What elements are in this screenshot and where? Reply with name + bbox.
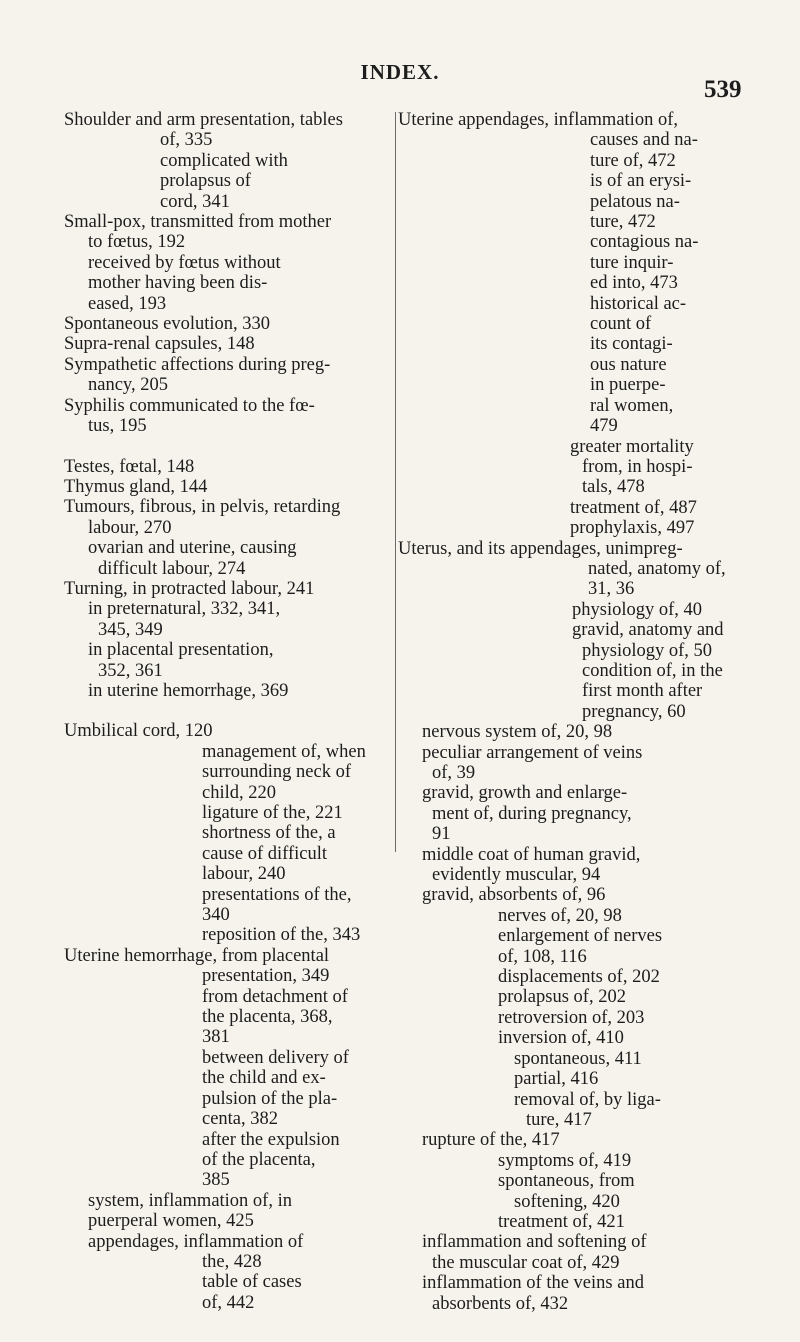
index-subentry: gravid, growth and enlarge- — [422, 783, 628, 804]
index-column-left — [64, 110, 402, 1313]
index-entry-group — [64, 721, 402, 1313]
index-subentry: nerves of, 20, 98 — [498, 905, 622, 926]
index-subentry: complicated with — [160, 150, 288, 171]
index-entry-heading: Syphilis communicated to the fœ- — [64, 395, 315, 416]
index-subentry: cause of difficult — [202, 843, 328, 864]
index-subentry: 345, 349 — [98, 619, 163, 640]
index-subentry: 352, 361 — [98, 660, 163, 681]
index-subentry: table of cases — [202, 1272, 302, 1293]
index-subentry: the, 428 — [202, 1251, 262, 1272]
index-subentry: ture inquir- — [590, 252, 674, 273]
index-entry-heading: Uterine appendages, inflammation of, — [398, 110, 678, 130]
index-subentry: presentations of the, — [202, 884, 352, 905]
index-subentry: peculiar arrangement of veins — [422, 742, 643, 763]
index-subentry: spontaneous, from — [498, 1171, 635, 1192]
index-entry-heading: Umbilical cord, 120 — [64, 721, 213, 742]
index-subentry: 31, 36 — [588, 579, 635, 600]
index-subentry: in preternatural, 332, 341, — [88, 599, 281, 620]
index-subentry: tus, 195 — [88, 416, 147, 437]
index-subentry: ed into, 473 — [590, 273, 678, 294]
index-subentry: ture, 417 — [526, 1109, 592, 1130]
index-subentry: spontaneous, 411 — [514, 1048, 642, 1069]
running-head: INDEX. — [360, 60, 440, 84]
index-subentry: gravid, anatomy and — [572, 620, 724, 641]
index-subentry: inflammation and softening of — [422, 1232, 647, 1253]
index-subentry: of the placenta, — [202, 1149, 316, 1170]
index-entry-heading: Thymus gland, 144 — [64, 476, 208, 497]
index-subentry: ture, 472 — [590, 212, 656, 233]
index-subentry: its contagi- — [590, 334, 673, 355]
index-subentry: displacements of, 202 — [498, 967, 660, 988]
index-subentry: physiology of, 40 — [572, 599, 703, 620]
index-entry-heading: Tumours, fibrous, in pelvis, retarding — [64, 497, 341, 518]
index-subentry: historical ac- — [590, 293, 687, 314]
index-subentry: softening, 420 — [514, 1191, 620, 1212]
index-subentry: of, 335 — [160, 130, 213, 151]
index-column-right — [398, 110, 740, 1314]
index-subentry: received by fœtus without — [88, 252, 281, 273]
index-subentry: mother having been dis- — [88, 273, 268, 294]
index-subentry: in uterine hemorrhage, 369 — [88, 680, 289, 701]
index-subentry: absorbents of, 432 — [432, 1293, 569, 1314]
index-subentry: 340 — [202, 905, 230, 926]
index-subentry: presentation, 349 — [202, 966, 330, 987]
index-entry-heading: Spontaneous evolution, 330 — [64, 314, 271, 335]
index-subentry: labour, 270 — [88, 517, 172, 538]
index-subentry: greater mortality — [570, 436, 694, 457]
index-subentry: symptoms of, 419 — [498, 1150, 632, 1171]
index-subentry: surrounding neck of — [202, 762, 351, 783]
index-subentry: difficult labour, 274 — [98, 558, 246, 579]
index-subentry: the muscular coat of, 429 — [432, 1252, 620, 1273]
index-subentry: middle coat of human gravid, — [422, 844, 641, 865]
index-subentry: 479 — [590, 416, 618, 437]
index-subentry: puerperal women, 425 — [88, 1211, 254, 1232]
index-subentry: evidently muscular, 94 — [432, 865, 601, 886]
index-subentry: 91 — [432, 824, 451, 845]
index-subentry: ous nature — [590, 354, 667, 375]
index-subentry: tals, 478 — [582, 477, 645, 498]
index-subentry: nancy, 205 — [88, 375, 168, 396]
index-subentry: pregnancy, 60 — [582, 701, 686, 722]
index-entry-heading: Testes, fœtal, 148 — [64, 456, 195, 477]
index-subentry: from, in hospi- — [582, 456, 693, 477]
index-subentry: the placenta, 368, — [202, 1007, 333, 1028]
page-number: 539 — [704, 76, 742, 103]
index-subentry: of, 442 — [202, 1292, 255, 1313]
index-subentry: retroversion of, 203 — [498, 1007, 645, 1028]
index-subentry: condition of, in the — [582, 660, 723, 681]
index-subentry: from detachment of — [202, 986, 348, 1007]
index-subentry: inversion of, 410 — [498, 1028, 624, 1049]
index-subentry: centa, 382 — [202, 1109, 279, 1130]
index-entry-heading: Turning, in protracted labour, 241 — [64, 578, 315, 599]
index-subentry: after the expulsion — [202, 1129, 340, 1150]
index-subentry: the child and ex- — [202, 1068, 326, 1089]
index-subentry: gravid, absorbents of, 96 — [422, 885, 606, 906]
index-subentry: appendages, inflammation of — [88, 1231, 304, 1252]
index-subentry: system, inflammation of, in — [88, 1190, 292, 1211]
index-subentry: ment of, during pregnancy, — [432, 803, 632, 824]
index-entry-heading: Uterus, and its appendages, unimpreg- — [398, 538, 683, 559]
index-subentry: rupture of the, 417 — [422, 1130, 560, 1151]
index-subentry: ture of, 472 — [590, 150, 676, 171]
index-subentry: between delivery of — [202, 1047, 349, 1068]
index-entry-heading: Supra-renal capsules, 148 — [64, 334, 255, 355]
index-subentry: to fœtus, 192 — [88, 232, 186, 253]
index-subentry: ovarian and uterine, causing — [88, 538, 297, 559]
index-subentry: nated, anatomy of, — [588, 558, 726, 579]
index-entry-group — [398, 110, 740, 1314]
index-subentry: nervous system of, 20, 98 — [422, 722, 613, 743]
index-entry-heading: Uterine hemorrhage, from placental — [64, 945, 330, 966]
index-subentry: prolapsus of — [160, 171, 251, 192]
index-subentry: count of — [590, 314, 652, 335]
index-subentry: 381 — [202, 1027, 230, 1048]
index-subentry: prolapsus of, 202 — [498, 987, 626, 1008]
index-subentry: of, 108, 116 — [498, 946, 587, 967]
index-subentry: child, 220 — [202, 782, 276, 803]
index-subentry: in puerpe- — [590, 375, 666, 396]
index-subentry: 385 — [202, 1170, 230, 1191]
index-subentry: eased, 193 — [88, 293, 167, 314]
index-subentry: reposition of the, 343 — [202, 925, 361, 946]
index-subentry: pelatous na- — [590, 191, 680, 212]
index-entry-group — [64, 457, 402, 702]
index-subentry: labour, 240 — [202, 864, 286, 885]
index-subentry: pulsion of the pla- — [202, 1088, 338, 1109]
index-entry-heading: Sympathetic affections during preg- — [64, 354, 331, 375]
index-subentry: prophylaxis, 497 — [570, 518, 695, 539]
index-subentry: shortness of the, a — [202, 823, 336, 844]
index-subentry: causes and na- — [590, 130, 698, 151]
index-subentry: cord, 341 — [160, 191, 230, 212]
index-subentry: inflammation of the veins and — [422, 1273, 644, 1294]
index-subentry: is of an erysi- — [590, 171, 692, 192]
index-entry-group — [64, 110, 402, 437]
index-subentry: ral women, — [590, 395, 674, 416]
index-subentry: physiology of, 50 — [582, 640, 713, 661]
index-subentry: enlargement of nerves — [498, 926, 663, 947]
index-entry-heading: Small-pox, transmitted from mother — [64, 212, 332, 233]
index-subentry: treatment of, 421 — [498, 1211, 625, 1232]
index-entry-heading: Shoulder and arm presentation, tables — [64, 110, 343, 130]
index-subentry: management of, when — [202, 741, 366, 762]
index-subentry: partial, 416 — [514, 1069, 599, 1090]
index-subentry: ligature of the, 221 — [202, 803, 343, 823]
index-subentry: in placental presentation, — [88, 640, 274, 661]
index-subentry: treatment of, 487 — [570, 497, 697, 518]
index-subentry: contagious na- — [590, 232, 699, 253]
column-divider — [395, 112, 396, 852]
index-subentry: of, 39 — [432, 763, 476, 783]
index-subentry: first month after — [582, 681, 703, 702]
index-subentry: removal of, by liga- — [514, 1089, 661, 1110]
